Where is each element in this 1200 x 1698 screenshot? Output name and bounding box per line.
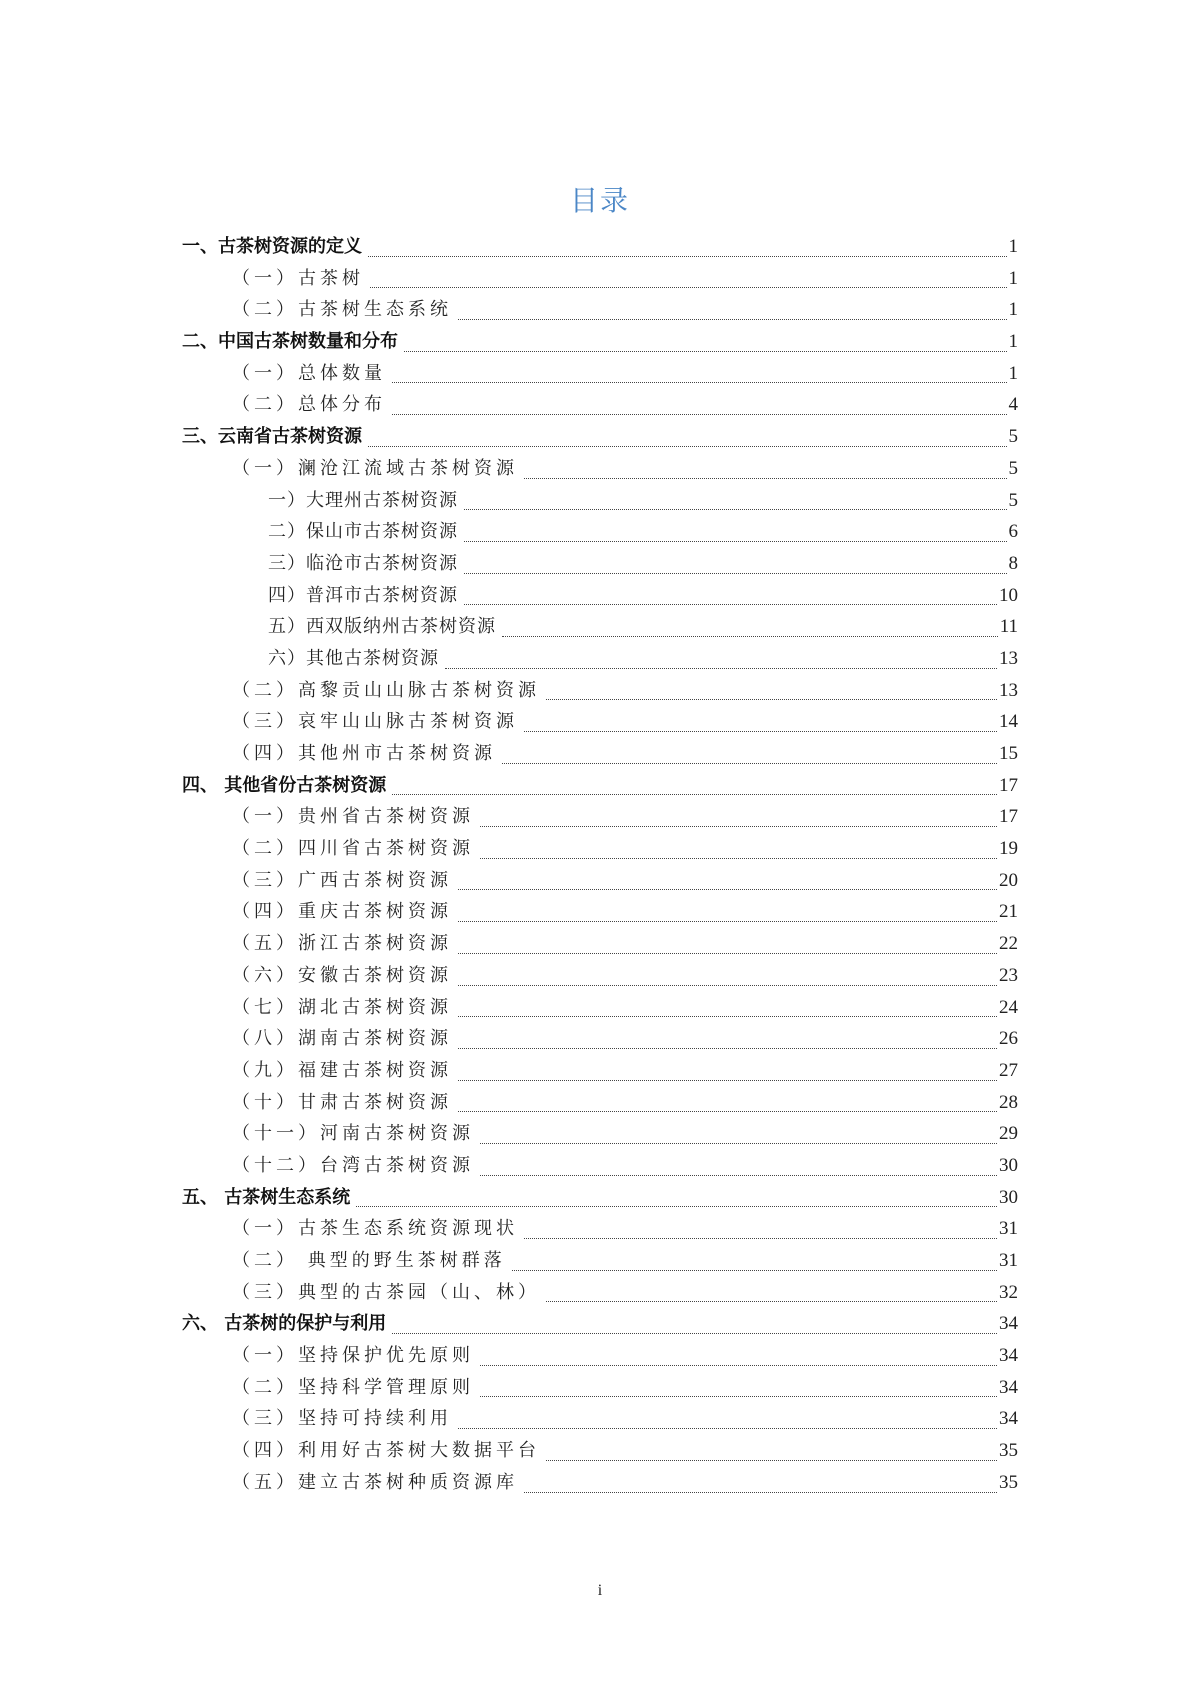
toc-entry-page-number: 31 [999,1250,1018,1271]
toc-entry-label: 三、云南省古茶树资源 [182,426,362,448]
toc-entry-page-number: 11 [999,616,1018,638]
dot-leader [480,858,997,859]
dot-leader [370,287,1007,288]
toc-entry-label: 六、 古茶树的保护与利用 [182,1313,387,1335]
dot-leader [392,794,997,795]
toc-entry-page-number: 15 [999,743,1018,764]
dot-leader [392,1333,997,1334]
toc-entry-label: （五）建立古茶树种质资源库 [232,1471,518,1493]
toc-entry-page-number: 6 [1008,521,1018,543]
toc-entry[interactable] [182,1123,1018,1155]
toc-entry-label: （十二）台湾古茶树资源 [232,1154,474,1176]
toc-entry-label: 二）保山市古茶树资源 [268,521,458,543]
toc-entry-label: （二）古茶树生态系统 [232,299,452,321]
toc-entry-page-number: 26 [999,1028,1018,1050]
toc-entry-label: （二）总体分布 [232,394,386,416]
toc-entry[interactable] [182,775,1018,807]
dot-leader [392,414,1007,415]
toc-entry[interactable] [182,1313,1018,1345]
toc-entry-label: （一）澜沧江流域古茶树资源 [232,457,518,479]
toc-entry[interactable] [182,521,1018,553]
dot-leader [480,1143,997,1144]
toc-entry-page-number: 10 [999,584,1018,606]
toc-entry[interactable] [182,1408,1018,1440]
toc-entry-label: （二）四川省古茶树资源 [232,838,474,860]
toc-entry-page-number: 17 [999,774,1018,796]
toc-entry-page-number: 35 [999,1440,1018,1462]
toc-entry[interactable] [182,743,1018,775]
toc-entry-label: 四）普洱市古茶树资源 [268,584,458,606]
toc-entry-label: 三）临沧市古茶树资源 [268,552,458,574]
dot-leader [480,1175,997,1176]
dot-leader [464,604,997,605]
dot-leader [524,1238,997,1239]
toc-entry-label: 五）西双版纳州古茶树资源 [268,616,496,638]
dot-leader [458,1428,997,1429]
toc-entry[interactable] [182,1345,1018,1377]
toc-entry[interactable] [182,299,1018,331]
toc-entry-page-number: 24 [999,996,1018,1018]
toc-entry-label: 六）其他古茶树资源 [268,647,439,669]
dot-leader [368,446,1007,447]
dot-leader [480,1396,997,1397]
toc-entry[interactable] [182,806,1018,838]
toc-entry-page-number: 1 [1008,267,1018,289]
toc-entry-page-number: 1 [1008,331,1018,353]
toc-entry-page-number: 1 [1008,236,1018,257]
toc-entry-label: （三）坚持可持续利用 [232,1408,452,1430]
dot-leader [368,256,1007,257]
toc-entry-page-number: 34 [999,1345,1018,1367]
toc-entry-page-number: 29 [999,1123,1018,1145]
toc-entry-page-number: 8 [1008,552,1018,574]
toc-entry[interactable] [182,458,1018,490]
toc-entry[interactable] [182,1472,1018,1504]
toc-entry[interactable] [182,870,1018,902]
toc-entry-label: （二） 典型的野生茶树群落 [232,1250,506,1271]
dot-leader [480,1365,997,1366]
toc-entry[interactable] [182,711,1018,743]
dot-leader [458,985,997,986]
toc-entry-page-number: 19 [999,838,1018,860]
table-of-contents [182,236,1018,1504]
dot-leader [546,1460,997,1461]
toc-entry[interactable] [182,1377,1018,1409]
toc-entry[interactable] [182,933,1018,965]
toc-entry[interactable] [182,394,1018,426]
toc-entry[interactable] [182,363,1018,395]
toc-entry-page-number: 1 [1008,362,1018,384]
toc-entry[interactable] [182,1028,1018,1060]
dot-leader [404,351,1007,352]
toc-entry[interactable] [182,426,1018,458]
toc-entry-page-number: 35 [999,1471,1018,1493]
dot-leader [546,699,997,700]
toc-entry[interactable] [182,331,1018,363]
toc-entry[interactable] [182,997,1018,1029]
toc-entry-label: （四）利用好古茶树大数据平台 [232,1440,540,1462]
toc-entry-page-number: 30 [999,1186,1018,1208]
toc-entry-page-number: 17 [999,806,1018,828]
toc-entry-page-number: 4 [1008,394,1018,416]
toc-entry-label: （一）古茶树 [232,267,364,289]
toc-entry-label: 四、 其他省份古茶树资源 [182,774,387,796]
toc-entry-page-number: 31 [999,1218,1018,1240]
dot-leader [546,1301,997,1302]
dot-leader [524,478,1007,479]
toc-entry-page-number: 14 [999,711,1018,733]
toc-entry-label: （四）重庆古茶树资源 [232,901,452,923]
toc-entry[interactable] [182,1092,1018,1124]
dot-leader [512,1270,997,1271]
toc-entry-label: （三）哀牢山山脉古茶树资源 [232,711,518,733]
toc-entry-label: （二）坚持科学管理原则 [232,1376,474,1398]
toc-entry-page-number: 5 [1008,457,1018,479]
dot-leader [458,921,997,922]
toc-entry[interactable] [182,1440,1018,1472]
toc-entry-label: （六）安徽古茶树资源 [232,964,452,986]
toc-entry-label: 一、古茶树资源的定义 [182,236,362,257]
dot-leader [524,1492,997,1493]
toc-entry-label: （一）贵州省古茶树资源 [232,806,474,828]
toc-entry[interactable] [182,585,1018,617]
toc-entry-label: 五、 古茶树生态系统 [182,1186,351,1208]
toc-entry-label: 二、中国古茶树数量和分布 [182,331,398,353]
toc-entry[interactable] [182,1155,1018,1187]
dot-leader [458,1048,997,1049]
dot-leader [502,763,997,764]
toc-entry-label: （一）总体数量 [232,362,386,384]
toc-entry-page-number: 30 [999,1154,1018,1176]
page-number: i [597,1582,603,1599]
toc-entry[interactable] [182,901,1018,933]
toc-entry-page-number: 5 [1008,426,1018,448]
toc-entry-label: （五）浙江古茶树资源 [232,933,452,955]
dot-leader [480,826,997,827]
dot-leader [458,1016,997,1017]
toc-entry[interactable] [182,1187,1018,1219]
toc-entry-page-number: 34 [999,1408,1018,1430]
toc-entry[interactable] [182,1250,1018,1282]
dot-leader [458,319,1007,320]
toc-entry-label: （九）福建古茶树资源 [232,1059,452,1081]
toc-entry-label: （十一）河南古茶树资源 [232,1123,474,1145]
dot-leader [524,731,997,732]
toc-entry[interactable] [182,1218,1018,1250]
dot-leader [464,509,1007,510]
toc-entry-label: 一）大理州古茶树资源 [268,489,458,511]
toc-entry-label: （三）广西古茶树资源 [232,869,452,891]
toc-entry[interactable] [182,553,1018,585]
toc-entry[interactable] [182,616,1018,648]
toc-entry-label: （十）甘肃古茶树资源 [232,1091,452,1113]
toc-entry-page-number: 34 [999,1313,1018,1335]
toc-entry-page-number: 32 [999,1281,1018,1303]
toc-entry-label: （八）湖南古茶树资源 [232,1028,452,1050]
dot-leader [356,1206,997,1207]
toc-entry[interactable] [182,490,1018,522]
toc-entry-label: （七）湖北古茶树资源 [232,996,452,1018]
dot-leader [502,636,998,637]
dot-leader [392,382,1007,383]
toc-entry[interactable] [182,1060,1018,1092]
toc-entry-page-number: 13 [999,679,1018,701]
toc-entry[interactable] [182,680,1018,712]
dot-leader [458,889,997,890]
toc-entry[interactable] [182,268,1018,300]
toc-entry[interactable] [182,236,1018,268]
toc-entry[interactable] [182,965,1018,997]
toc-entry-page-number: 34 [999,1376,1018,1398]
dot-leader [445,668,997,669]
toc-entry-page-number: 1 [1008,299,1018,321]
toc-entry-page-number: 5 [1008,489,1018,511]
toc-entry-label: （一）古茶生态系统资源现状 [232,1218,518,1240]
toc-entry-page-number: 20 [999,869,1018,891]
dot-leader [464,541,1007,542]
toc-entry[interactable] [182,1282,1018,1314]
toc-entry[interactable] [182,838,1018,870]
toc-entry-page-number: 21 [999,901,1018,923]
dot-leader [458,1111,997,1112]
toc-entry-page-number: 23 [999,964,1018,986]
toc-entry-page-number: 13 [999,647,1018,669]
dot-leader [458,953,997,954]
page-title: 目录 [569,184,630,217]
toc-entry-label: （四）其他州市古茶树资源 [232,743,496,764]
dot-leader [458,1080,997,1081]
toc-entry-label: （三）典型的古茶园（山、林） [232,1281,540,1303]
toc-entry-page-number: 28 [999,1091,1018,1113]
toc-entry-label: （一）坚持保护优先原则 [232,1345,474,1367]
toc-entry[interactable] [182,648,1018,680]
toc-entry-page-number: 27 [999,1059,1018,1081]
dot-leader [464,573,1007,574]
toc-entry-label: （二）高黎贡山山脉古茶树资源 [232,679,540,701]
toc-entry-page-number: 22 [999,933,1018,955]
